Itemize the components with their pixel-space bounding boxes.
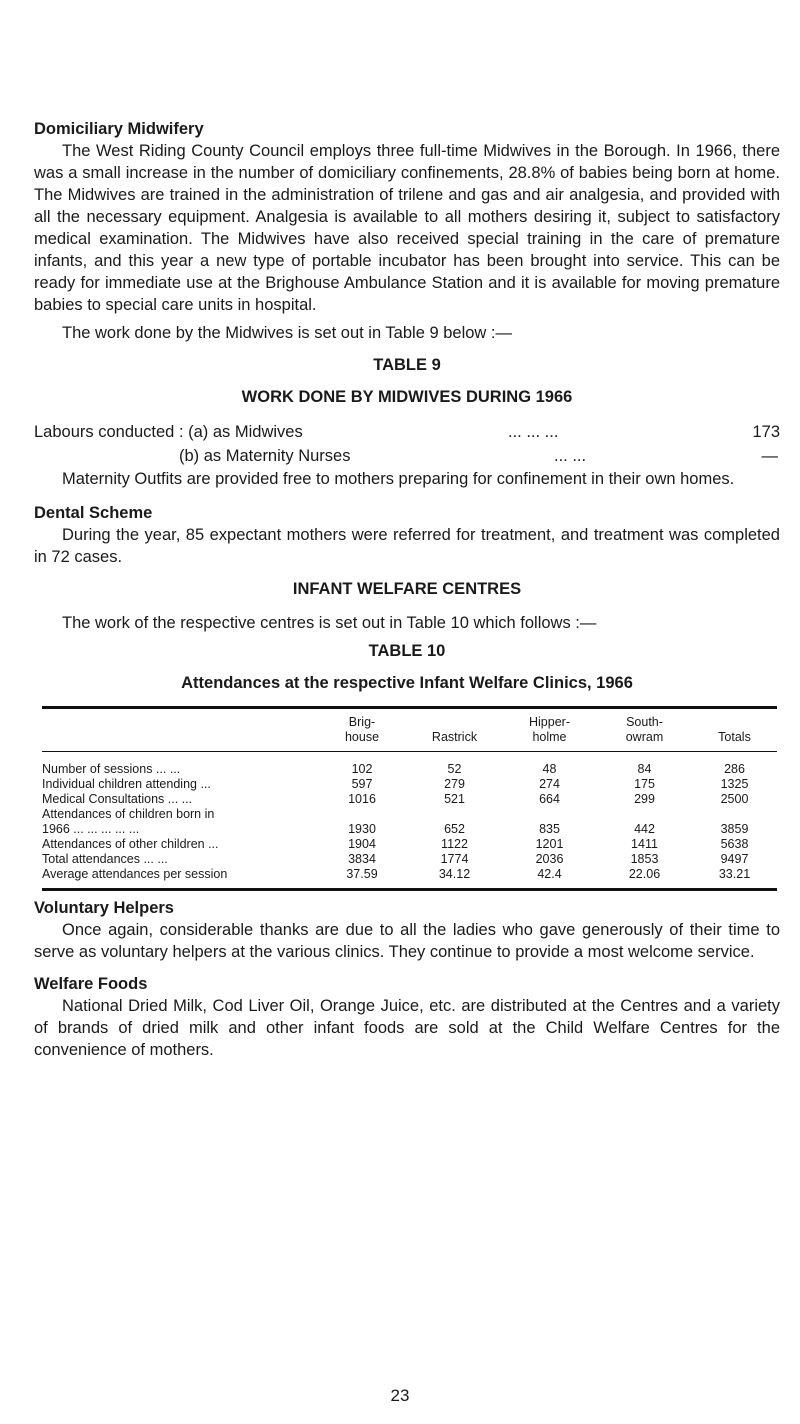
table9-subtitle: WORK DONE BY MIDWIVES DURING 1966 — [241, 388, 573, 406]
column-header-southowram: South- owram — [597, 711, 692, 752]
cell: 9497 — [720, 852, 749, 866]
dental-heading: Dental Scheme — [34, 504, 153, 522]
infant-welfare-heading: INFANT WELFARE CENTRES — [292, 580, 522, 598]
cell: 34.12 — [407, 867, 502, 890]
cell — [317, 807, 407, 822]
cell: 3859 — [720, 822, 749, 836]
cell — [502, 807, 597, 822]
cell — [597, 807, 692, 822]
cell: 3834 — [348, 852, 376, 866]
column-header-brighouse: Brig- house — [317, 711, 407, 752]
maternity-outfits-paragraph: Maternity Outfits are provided free to mothers preparing for confinement in their own homes. — [62, 470, 735, 488]
table9-title: TABLE 9 — [373, 356, 441, 374]
labours-nurses-row — [34, 444, 780, 468]
cell — [692, 807, 777, 822]
labours-midwives-row — [34, 420, 780, 444]
cell: 442 — [634, 822, 655, 836]
row-label: Attendances of children born in — [42, 807, 215, 821]
cell: 274 — [539, 777, 560, 791]
dental-paragraph: During the year, 85 expectant mothers were referred for treatment, and treatment was completed in 72 cases. — [34, 526, 780, 566]
cell — [407, 807, 502, 822]
cell: 33.21 — [692, 867, 777, 890]
infant-welfare-paragraph: The work of the respective centres is set out in Table 10 which follows :— — [62, 614, 597, 632]
labours-midwives-leader: ... ... ... — [508, 423, 559, 441]
document-page — [34, 118, 780, 1061]
table10-subtitle: Attendances at the respective Infant Welfare Clinics, 1966 — [181, 674, 633, 692]
cell: 1325 — [720, 777, 749, 791]
cell: 279 — [444, 777, 465, 791]
table-header-label — [42, 711, 317, 752]
cell: 1122 — [441, 837, 468, 851]
cell: 1201 — [535, 837, 564, 851]
cell: 175 — [634, 777, 655, 791]
column-header-hipperholme: Hipper- holme — [502, 711, 597, 752]
row-label: Average attendances per session — [42, 867, 317, 890]
table-row — [42, 777, 777, 792]
cell: 37.59 — [317, 867, 407, 890]
row-label: Medical Consultations ... ... — [42, 792, 193, 806]
welfare-foods-paragraph: National Dried Milk, Cod Liver Oil, Orange Juice, etc. are distributed at the Centres and a variety of brands of dried milk and other infant foods are sold at the Child Welfare Centres for the convenience of mothers. — [34, 997, 780, 1059]
cell: 5638 — [720, 837, 749, 851]
page-number: 23 — [390, 1386, 410, 1405]
cell: 1930 — [348, 822, 376, 836]
table-row — [42, 837, 777, 852]
cell: 84 — [637, 762, 652, 776]
row-label: Individual children attending ... — [42, 777, 211, 791]
table-row — [42, 752, 777, 778]
column-header-rastrick: Rastrick — [407, 711, 502, 752]
cell: 1411 — [631, 837, 658, 851]
cell: 2500 — [720, 792, 749, 806]
cell: 52 — [447, 762, 462, 776]
cell: 521 — [444, 792, 465, 806]
cell: 22.06 — [597, 867, 692, 890]
table-row — [42, 807, 777, 822]
cell: 1774 — [440, 852, 469, 866]
domiciliary-heading: Domiciliary Midwifery — [34, 120, 204, 138]
table-row — [42, 852, 777, 867]
row-label: Attendances of other children ... — [42, 837, 219, 851]
table10-title: TABLE 10 — [368, 642, 446, 660]
attendances-table — [42, 706, 777, 891]
table-row — [42, 792, 777, 807]
labours-nurses-value: — — [761, 447, 778, 465]
table9-intro: The work done by the Midwives is set out in Table 9 below :— — [62, 324, 513, 342]
voluntary-paragraph: Once again, considerable thanks are due to all the ladies who gave generously of their time to serve as voluntary helpers at the various clinics. They continue to provide a most welcome service. — [34, 921, 780, 961]
labours-nurses-label: (b) as Maternity Nurses — [179, 447, 351, 465]
column-header-totals: Totals — [692, 711, 777, 752]
table-row — [42, 822, 777, 837]
cell: 652 — [444, 822, 465, 836]
cell: 597 — [351, 777, 373, 791]
cell: 1853 — [630, 852, 659, 866]
row-label: Total attendances ... ... — [42, 852, 168, 866]
cell: 102 — [351, 762, 373, 776]
voluntary-heading: Voluntary Helpers — [34, 899, 174, 917]
labours-nurses-leader: ... ... — [554, 447, 587, 465]
table-row — [42, 867, 777, 890]
cell: 1904 — [348, 837, 376, 851]
labours-midwives-value: 173 — [752, 423, 780, 441]
row-label: 1966 ... ... ... ... ... — [42, 822, 140, 836]
domiciliary-paragraph: The West Riding County Council employs three full-time Midwives in the Borough. In 1966, there was a small increase in the number of domiciliary confinements, 28.8% of babies being born at home. The Midwives are trained in the administration of trilene and gas and air analgesia, and provided with all the necessary equipment. Analgesia is available to all mothers desiring it, subject to satisfactory medical examination. The Midwives have also received special training in the care of premature infants, and this year a new type of portable incubator has been brought into service. This can be ready for immediate use at the Brighouse Ambulance Station and it is available for moving premature babies to special care units in hospital. — [34, 142, 780, 314]
cell: 42.4 — [502, 867, 597, 890]
cell: 2036 — [535, 852, 564, 866]
cell: 299 — [634, 792, 655, 806]
welfare-foods-heading: Welfare Foods — [34, 975, 148, 993]
cell: 48 — [542, 762, 557, 776]
table9-body — [34, 420, 780, 468]
cell: 835 — [539, 822, 560, 836]
row-label: Number of sessions ... ... — [42, 762, 181, 776]
cell: 664 — [539, 792, 560, 806]
cell: 1016 — [348, 792, 376, 806]
labours-midwives-label: Labours conducted : (a) as Midwives — [34, 423, 303, 441]
cell: 286 — [724, 762, 745, 776]
